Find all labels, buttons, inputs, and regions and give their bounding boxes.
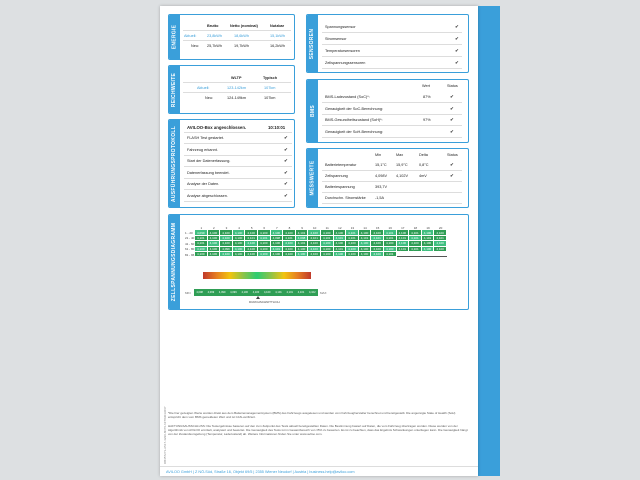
scale-value: 4,098 (196, 291, 203, 294)
cell-voltage: 4,100 (334, 230, 347, 235)
check-icon: ✔ (450, 105, 454, 111)
sensor-item-label: Stromsensor (325, 37, 347, 41)
cell-voltage: 4,101 (346, 236, 359, 241)
grid-column-header: 19 (426, 225, 430, 230)
cell-voltage: 4,099 (195, 230, 208, 235)
messwerte-row-label: Zellspannung (325, 174, 348, 178)
scale-value: 4,101 (297, 291, 305, 294)
reichweite-card (168, 65, 295, 114)
cell-voltage: 4,100 (208, 230, 221, 235)
cell-voltage: 4,100 (283, 247, 296, 252)
cell-voltage: 4,098 (296, 236, 309, 241)
messwerte-value: 15,1°C (375, 163, 387, 167)
messwerte-row-label: Batteriespannung (325, 185, 355, 189)
cell-voltage: 4,100 (296, 247, 309, 252)
energie-value: 16,2kWh (270, 44, 285, 48)
sensor-item-label: Temperatursensoren (325, 49, 360, 53)
cell-voltage: 4,101 (384, 230, 397, 235)
protokoll-item-label: FLASH Test gestartet. (187, 136, 225, 140)
cell-voltage: 4,100 (308, 252, 321, 257)
cell-voltage: 4,100 (271, 230, 284, 235)
cell-voltage: 4,100 (271, 252, 284, 257)
check-icon: ✔ (455, 24, 459, 29)
divider (322, 170, 462, 171)
energie-value: 18,6kWh (234, 34, 249, 38)
grid-column-header: 10 (312, 225, 317, 230)
check-icon: ✔ (284, 169, 288, 175)
cell-voltage: 4,100 (258, 247, 271, 252)
cell-voltage: 4,101 (195, 241, 208, 246)
messwerte-value: -1,5A (375, 196, 385, 200)
protokoll-side-label: AUSFÜHRUNGSPROTOKOLL (169, 120, 180, 207)
check-icon: ✔ (284, 192, 288, 198)
avg-pointer-icon (256, 296, 260, 299)
cell-voltage: 4,100 (220, 230, 233, 235)
divider (322, 44, 462, 45)
divider (322, 56, 462, 57)
reichweite-value: 107km (264, 86, 276, 90)
energie-side-label: ENERGIE (169, 15, 180, 59)
grid-column-header: 20 (438, 225, 443, 230)
divider (322, 192, 462, 193)
messwerte-row-label: Batterietemperatur (325, 163, 357, 167)
cell-voltage: 4,100 (245, 241, 258, 246)
scale-value: 4,099 (230, 291, 237, 294)
protokoll-item-label: Analyse der Daten. (187, 182, 220, 186)
cell-voltage: 4,100 (359, 252, 372, 257)
grid-column-header: 2 (213, 225, 215, 230)
grid-column-header: 8 (288, 225, 291, 230)
cell-voltage: 4,100 (346, 241, 359, 246)
cell-voltage (434, 252, 447, 257)
divider (184, 155, 292, 156)
cell-voltage: 4,100 (233, 230, 246, 235)
grid-column-header: 13 (350, 225, 355, 230)
cell-voltage: 4,101 (296, 230, 309, 235)
cell-voltage: 4,100 (334, 241, 347, 246)
grid-column-header: 12 (338, 225, 342, 230)
check-icon: ✔ (284, 181, 288, 186)
footer-address: AVILOO GmbH | Z NÖ-Süd, Straße 16, Objekt 69/5 | 2355 Wiener Neudorf | Austria | business.help@aviloo.com (166, 469, 355, 474)
zellspannung-card (168, 214, 469, 310)
sensoren-card (306, 14, 469, 73)
reichweite-row-label: Aktuell: (197, 86, 210, 90)
cell-voltage: 4,100 (208, 252, 221, 257)
cell-voltage: 4,100 (371, 241, 384, 246)
sensor-item-label: Zellspannungssensoren (325, 61, 366, 65)
bms-row-label: Genauigkeit der SoH-Berechnung: (325, 129, 384, 134)
divider (322, 203, 462, 204)
cell-voltage: 4,100 (245, 252, 258, 257)
cell-voltage: 4,101 (308, 236, 321, 241)
cell-voltage: 4,101 (434, 236, 447, 241)
cell-voltage: 4,100 (233, 241, 246, 246)
cell-voltage: 4,101 (409, 230, 422, 235)
serial-number: DB457271-A517-4290-8D76-6F783033667 (163, 406, 167, 464)
protokoll-item-label: Datenerfassung beendet. (187, 170, 230, 175)
reichweite-value: 107km (264, 96, 276, 100)
cell-voltage: 4,101 (359, 236, 372, 241)
scale-min-label: MIN (185, 291, 191, 295)
cell-voltage: 4,100 (271, 241, 284, 246)
bms-row-value: 97% (423, 118, 431, 122)
cell-voltage: 4,100 (233, 247, 246, 252)
cell-voltage: 4,101 (371, 236, 384, 241)
messwerte-value: 4mV (419, 174, 427, 178)
protokoll-item-label: Start der Datenerfassung. (187, 159, 231, 163)
reichweite-header-wltp: WLTP (231, 76, 242, 80)
check-icon: ✔ (284, 158, 288, 163)
reichweite-header-typisch: Typisch (263, 76, 278, 80)
cell-voltage: 4,100 (233, 236, 246, 241)
cell-voltage: 4,100 (371, 230, 384, 235)
cell-voltage: 4,101 (384, 236, 397, 241)
protokoll-time: 10:10:01 (268, 125, 286, 130)
cell-voltage: 4,101 (258, 236, 271, 241)
divider (322, 32, 462, 33)
messwerte-value: 15,9°C (396, 163, 408, 167)
check-icon: ✔ (450, 128, 454, 134)
grid-column-header: 18 (413, 225, 418, 230)
energie-value: 25,7kWh (207, 44, 222, 48)
cell-voltage: 4,101 (245, 236, 258, 241)
cell-voltage: 4,101 (397, 247, 410, 252)
grid-row-label: 41 - 60 (185, 241, 195, 246)
grid-row-label: 61 - 80 (185, 247, 195, 252)
energie-header-netto: Netto (nominal) (230, 24, 258, 28)
footnote-text: *Die hier gezeigten Werte wurden direkt aus dem Batteriemanagementsystem (BMS) des Fahrzeugs ausgelesen und werden vom Fahrzeughersteller berechnet und bereitgestellt. Die angezeigte State of Health (SoH) entspricht dem vom BMS gemeldeten Wert und ist CAN-verifiziert. (168, 411, 456, 419)
protokoll-item-label: Fahrzeug erkannt. (187, 147, 218, 152)
cell-voltage: 4,100 (283, 230, 296, 235)
check-icon: ✔ (455, 60, 459, 65)
bms-row-label: BMS-Gesundheitszustand (SoH)*: (325, 118, 383, 122)
check-icon: ✔ (284, 146, 288, 152)
cell-voltage: 4,100 (321, 252, 334, 257)
cell-voltage: 4,100 (308, 230, 321, 235)
scale-value: 4,100 (263, 291, 271, 294)
messwerte-header-delta: Delta (419, 153, 428, 157)
grid-column-header: 4 (238, 225, 240, 230)
energie-row-label: Aktuell: (184, 34, 197, 38)
bms-row-value: 87% (423, 95, 431, 99)
cell-voltage: 4,100 (208, 247, 221, 252)
cell-voltage: 4,100 (258, 252, 271, 257)
divider (322, 181, 462, 182)
cell-voltage: 4,100 (245, 247, 258, 252)
cell-voltage: 4,101 (397, 236, 410, 241)
cell-voltage: 4,100 (220, 236, 233, 241)
cell-voltage-grid (185, 225, 447, 257)
bms-card (306, 79, 469, 143)
check-icon: ✔ (284, 135, 288, 140)
divider (184, 201, 292, 202)
check-icon: ✔ (450, 173, 454, 178)
cell-voltage (422, 252, 435, 257)
energie-header-brutto: Brutto (207, 24, 219, 28)
cell-voltage: 4,100 (409, 241, 422, 246)
check-icon: ✔ (450, 94, 454, 99)
cell-voltage: 4,100 (283, 241, 296, 246)
cell-voltage: 4,100 (434, 241, 447, 246)
cell-voltage: 4,100 (321, 230, 334, 235)
bms-row-label: BMS-Ladezustand (SoC)*: (325, 95, 370, 99)
scale-value: 4,101 (275, 291, 282, 294)
check-icon: ✔ (455, 36, 459, 41)
messwerte-header-max: Max (396, 153, 404, 157)
divider (184, 189, 292, 190)
cell-voltage: 4,100 (233, 252, 246, 257)
cell-voltage: 4,100 (220, 241, 233, 246)
reichweite-row-label: Neu: (205, 96, 214, 100)
cell-voltage: 4,100 (422, 241, 435, 246)
protokoll-title: AVILOO-Box angeschlossen. (187, 125, 247, 130)
messwerte-value: 4,098V (375, 174, 388, 178)
grid-column-header: 6 (263, 225, 266, 230)
grid-row-label: 21 - 40 (185, 236, 195, 241)
divider (184, 166, 292, 167)
bms-header-wert: Wert (422, 84, 430, 88)
footer-bar (160, 466, 478, 476)
report-page (160, 6, 478, 476)
sensoren-side-label: SENSOREN (307, 15, 318, 72)
check-icon: ✔ (455, 48, 459, 53)
cell-voltage: 4,100 (422, 247, 435, 252)
energie-card (168, 14, 295, 60)
scale-max-label: MAX (320, 291, 327, 295)
divider (184, 178, 292, 179)
cell-voltage: 4,100 (308, 241, 321, 246)
cell-voltage: 4,101 (346, 230, 359, 235)
cell-voltage: 4,101 (334, 236, 347, 241)
cell-voltage: 4,101 (422, 236, 435, 241)
cell-voltage: 4,100 (434, 230, 447, 235)
bms-side-label: BMS (307, 80, 318, 142)
sensor-item-label: Spannungssensor (325, 25, 356, 29)
cell-voltage: 4,100 (208, 236, 221, 241)
cell-voltage (409, 252, 422, 257)
cell-voltage: 4,100 (245, 230, 258, 235)
energie-value: 19,7kWh (234, 44, 249, 48)
grid-row-label: 81 - 96 (185, 252, 195, 257)
protokoll-item-label: Analyse abgeschlossen. (187, 193, 228, 198)
cell-voltage: 4,101 (384, 252, 397, 257)
cell-voltage: 4,100 (359, 230, 372, 235)
scale-value: 4,099 (207, 291, 215, 294)
grid-column-header: 9 (301, 225, 303, 230)
cell-voltage: 4,100 (296, 252, 309, 257)
cell-voltage: 4,099 (220, 247, 233, 252)
scale-value: 4,100 (241, 291, 248, 294)
energie-value: 23,8kWh (207, 34, 222, 38)
cell-voltage: 4,100 (308, 247, 321, 252)
disclaimer-text: HAFTUNGSAUSSCHLUSS: Die Testergebnisse basieren auf den zum Zeitpunkt des Tests aktuell bereitgestellten Daten. Die Bestimmung basiert auf Daten, die vom Fahrzeug übertragen wurden. Diese werden von der Algorithmik von AVILOO ermittelt, analysiert und bewertet. Die Genauigkeit des Tests ist im Gesamtbereich von ±5% zu bewerten. Es ist zu beachten, dass das Ergebnis Schwankungen unterliegen kann. Die Genauigkeit hängt von der Zustandsumgebung (Temperatur, Ladezustand) ab. Weitere Informationen finden Sie unter www.aviloo.com. (168, 424, 468, 436)
cell-voltage: 4,101 (409, 247, 422, 252)
cell-voltage: 4,100 (258, 241, 271, 246)
average-label: DURCHSCHNITTLICH (249, 300, 280, 304)
messwerte-header-min: Min (375, 153, 382, 157)
divider (322, 102, 462, 103)
grid-column-header: 3 (225, 225, 228, 230)
reichweite-side-label: REICHWEITE (169, 66, 180, 113)
energie-header-nutzbar: Nutzbar (270, 24, 285, 28)
cell-voltage: 4,100 (422, 230, 435, 235)
cell-voltage: 4,101 (283, 236, 296, 241)
cell-voltage: 4,100 (195, 252, 208, 257)
divider (322, 125, 462, 126)
right-blue-strip (478, 6, 500, 476)
cell-voltage: 4,100 (384, 247, 397, 252)
cell-voltage: 4,101 (409, 236, 422, 241)
divider (322, 137, 462, 138)
scale-value: 4,099 (218, 291, 226, 294)
scale-value: 4,101 (286, 291, 293, 294)
cell-voltage: 4,101 (271, 247, 284, 252)
energie-row-label: Neu: (191, 44, 200, 48)
energie-value: 15,1kWh (270, 34, 285, 38)
reichweite-value: 124-149km (227, 96, 246, 100)
cell-voltage: 4,101 (296, 241, 309, 246)
messwerte-value: 393,7V (375, 185, 388, 189)
divider (322, 68, 462, 69)
cell-voltage: 4,100 (283, 252, 296, 257)
grid-row-label: 1 - 20 (185, 231, 193, 236)
cell-voltage: 4,100 (321, 247, 334, 252)
cell-voltage: 4,100 (371, 247, 384, 252)
grid-column-header: 14 (363, 225, 367, 230)
cell-voltage: 4,100 (321, 241, 334, 246)
divider (184, 143, 292, 144)
cell-voltage: 4,100 (397, 241, 410, 246)
cell-voltage: 4,100 (195, 247, 208, 252)
cell-voltage: 4,100 (208, 241, 221, 246)
cell-voltage: 4,100 (346, 252, 359, 257)
cell-voltage: 4,101 (321, 236, 334, 241)
check-icon: ✔ (450, 117, 454, 122)
scale-value: 4,102 (309, 291, 316, 294)
voltage-gradient-bar (203, 272, 311, 279)
protokoll-card (168, 119, 295, 208)
cell-voltage: 4,100 (359, 241, 372, 246)
messwerte-row-label: Durchschn. Stromstärke (325, 196, 366, 200)
reichweite-value: 123-142km (227, 86, 246, 90)
grid-column-header: 1 (200, 225, 203, 230)
cell-voltage: 4,098 (271, 236, 284, 241)
messwerte-header-status: Status (447, 153, 458, 157)
cell-voltage: 4,100 (397, 230, 410, 235)
zellspannung-side-label: ZELLSPANNUNGSDIAGRAMM (169, 215, 180, 309)
cell-voltage: 4,100 (359, 247, 372, 252)
messwerte-card (306, 148, 469, 208)
messwerte-side-label: MESSWERTE (307, 149, 318, 207)
grid-column-header: 17 (401, 225, 405, 230)
divider (322, 114, 462, 115)
cell-voltage: 4,100 (434, 247, 447, 252)
grid-column-header: 7 (276, 225, 278, 230)
cell-voltage: 4,100 (384, 241, 397, 246)
grid-column-header: 15 (375, 225, 380, 230)
messwerte-value: 0,8°C (419, 163, 429, 167)
scale-value: 4,100 (252, 291, 260, 294)
grid-column-header: 11 (325, 225, 329, 230)
scale-values-bar (194, 289, 318, 296)
cell-voltage: 4,100 (258, 230, 271, 235)
cell-voltage: 4,100 (334, 252, 347, 257)
cell-voltage: 4,101 (334, 247, 347, 252)
messwerte-value: 4,102V (396, 174, 409, 178)
cell-voltage: 4,100 (220, 252, 233, 257)
grid-column-header: 5 (250, 225, 253, 230)
bms-row-label: Genauigkeit der SoC-Berechnung: (325, 106, 384, 111)
cell-voltage: 4,100 (371, 252, 384, 257)
grid-column-header: 16 (388, 225, 392, 230)
cell-voltage: 4,101 (195, 236, 208, 241)
bms-header-status: Status (447, 84, 458, 88)
check-icon: ✔ (450, 162, 454, 167)
cell-voltage: 4,100 (346, 247, 359, 252)
cell-voltage (397, 252, 410, 257)
